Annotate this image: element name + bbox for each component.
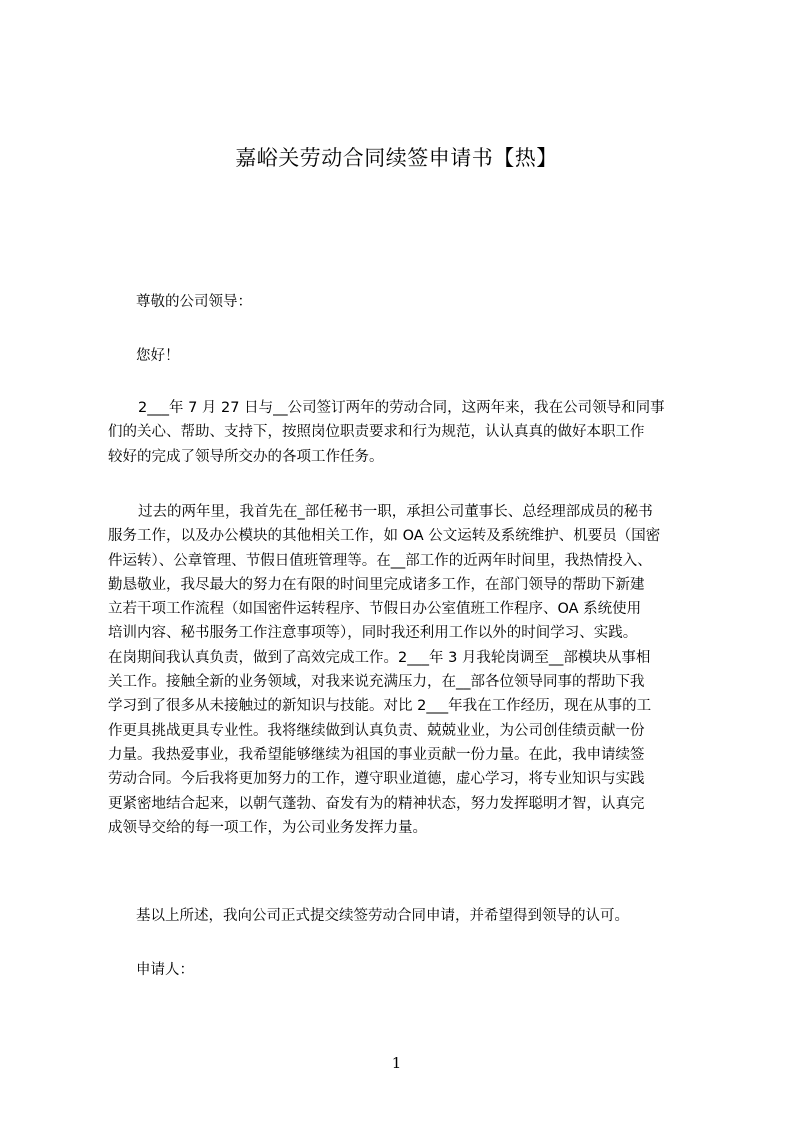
- paragraph-1-line: 们的关心、帮助、支持下，按照岗位职责要求和行为规范，认认真真的做好本职工作: [108, 424, 645, 441]
- document-title: 嘉峪关劳动合同续签申请书【热】: [235, 146, 558, 170]
- paragraph-2-line: 学习到了很多从未接触过的新知识与技能。对比 2___年我在工作经历，现在从事的工: [108, 698, 652, 715]
- paragraph-2-line: 成领导交给的每一项工作，为公司业务发挥力量。: [108, 819, 427, 836]
- paragraph-1: [108, 396, 718, 469]
- paragraph-2-line: 更紧密地结合起来，以朝气蓬勃、奋发有为的精神状态，努力发挥聪明才智，认真完: [108, 795, 645, 812]
- paragraph-2-line: 过去的两年里，我首先在_部任秘书一职，承担公司董事长、总经理部成员的秘书: [138, 504, 653, 520]
- paragraph-2-line: 力量。我热爱事业，我希望能够继续为祖国的事业贡献一份力量。在此，我申请续签: [108, 746, 645, 763]
- paragraph-2-line: 勤恳敬业，我尽最大的努力在有限的时间里完成诸多工作，在部门领导的帮助下新建: [108, 576, 645, 593]
- page-number: 1: [391, 1054, 402, 1072]
- paragraph-2-line: 件运转）、公章管理、节假日值班管理等。在__部工作的近两年时间里，我热情投入、: [108, 552, 652, 569]
- hello-text: 您好！: [136, 348, 180, 364]
- paragraph-2-line: 服务工作，以及办公模块的其他相关工作，如 OA 公文运转及系统维护、机要员（国密: [108, 528, 661, 545]
- paragraph-3: 基以上所述，我向公司正式提交续签劳动合同申请，并希望得到领导的认可。: [136, 908, 629, 924]
- paragraph-2: [108, 500, 718, 840]
- greeting: 尊敬的公司领导：: [136, 294, 252, 310]
- paragraph-2-line: 关工作。接触全新的业务领域，对我来说充满压力，在__部各位领导同事的帮助下我: [108, 674, 645, 691]
- paragraph-1-line: 较好的完成了领导所交办的各项工作任务。: [108, 448, 384, 465]
- paragraph-1-line: 2___年 7 月 27 日与__公司签订两年的劳动合同，这两年来，我在公司领导和同事: [138, 400, 665, 416]
- paragraph-2-line: 在岗期间我认真负责，做到了高效完成工作。2___年 3 月我轮岗调至__部模块从事相: [108, 649, 651, 666]
- applicant-label: 申请人：: [136, 962, 194, 978]
- paragraph-2-line: 培训内容、秘书服务工作注意事项等），同时我还利用工作以外的时间学习、实践。: [108, 625, 638, 642]
- paragraph-2-line: 劳动合同。今后我将更加努力的工作，遵守职业道德，虚心学习，将专业知识与实践: [108, 771, 645, 788]
- paragraph-2-line: 作更具挑战更具专业性。我将继续做到认真负责、兢兢业业，为公司创佳绩贡献一份: [108, 722, 645, 739]
- paragraph-2-line: 立若干项工作流程（如国密件运转程序、节假日办公室值班工作程序、OA 系统使用: [108, 601, 642, 618]
